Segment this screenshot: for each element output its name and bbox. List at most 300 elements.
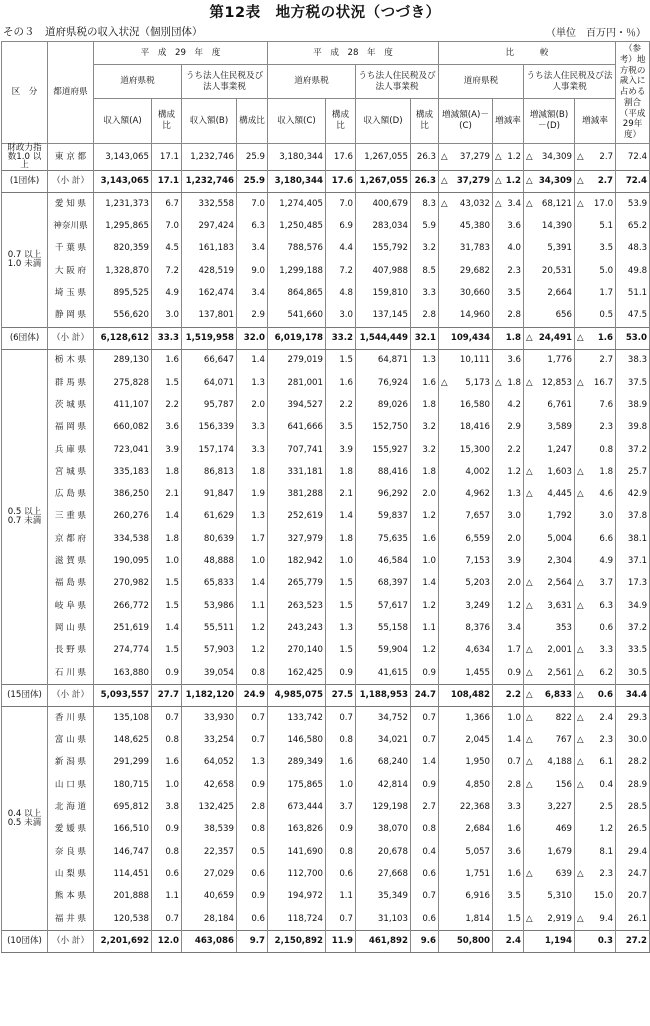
- header-dofukenzei-29: 道府県税: [94, 65, 182, 99]
- cell-value: 1.2: [507, 600, 521, 611]
- cell-bd-r: [575, 282, 616, 304]
- cell-value: 43,032: [459, 198, 490, 209]
- cell-value: 16,580: [459, 400, 490, 410]
- cell-value: 3.7: [599, 578, 614, 589]
- prefecture-name: 岡 山 県: [48, 617, 94, 639]
- cell-bd-r: [575, 260, 616, 282]
- group-label: 0.5 以上0.7 未満: [2, 349, 48, 684]
- cell-ref: 28.5: [616, 796, 650, 818]
- cell-d: 152,750: [356, 416, 411, 438]
- cell-value: 2.0: [507, 578, 521, 589]
- cell-value: 109,434: [450, 332, 490, 343]
- cell-d-r: 2.7: [411, 796, 439, 818]
- cell-bd-r: [575, 863, 616, 885]
- cell-bd-r: [575, 752, 616, 774]
- cell-ref: 53.0: [616, 327, 650, 349]
- cell-bd-r: [575, 774, 616, 796]
- table-row: [2, 372, 650, 394]
- cell-ac: [439, 327, 493, 349]
- negative-mark: △: [526, 489, 533, 500]
- cell-bd-r: [575, 885, 616, 907]
- cell-d: 35,349: [356, 885, 411, 907]
- cell-value: 68,121: [541, 198, 572, 209]
- cell-a-r: 1.5: [152, 372, 182, 394]
- cell-ac-r: [493, 439, 524, 461]
- cell-value: 7,657: [465, 511, 490, 522]
- cell-value: 5,057: [465, 846, 490, 857]
- cell-b-r: 2.9: [237, 304, 268, 327]
- cell-c-r: 4.4: [326, 237, 356, 259]
- cell-c-r: 2.2: [326, 394, 356, 416]
- cell-value: 2.2: [505, 690, 521, 701]
- cell-a: 695,812: [94, 796, 152, 818]
- cell-value: 3.4: [507, 622, 521, 633]
- cell-ref: 65.2: [616, 215, 650, 237]
- cell-d: 41,615: [356, 662, 411, 685]
- cell-value: 4,188: [547, 757, 572, 768]
- cell-d-r: 0.6: [411, 908, 439, 931]
- prefecture-name: 北 海 道: [48, 796, 94, 818]
- cell-b: 132,425: [182, 796, 237, 818]
- cell-c: 146,580: [268, 729, 326, 751]
- cell-bd-r: [575, 304, 616, 327]
- cell-bd-r: [575, 439, 616, 461]
- negative-mark: △: [577, 645, 584, 656]
- cell-value: 6,761: [547, 400, 572, 410]
- prefecture-name: 奈 良 県: [48, 841, 94, 863]
- cell-a: 1,328,870: [94, 260, 152, 282]
- cell-value: 2.7: [599, 151, 614, 162]
- cell-c-r: 0.8: [326, 729, 356, 751]
- cell-b: 33,930: [182, 707, 237, 730]
- cell-bd-r: [575, 595, 616, 617]
- cell-value: 3.9: [507, 556, 521, 567]
- prefecture-name: 大 阪 府: [48, 260, 94, 282]
- cell-value: 3,227: [547, 802, 572, 813]
- cell-bd: [524, 819, 575, 841]
- cell-value: 1,679: [547, 846, 572, 857]
- cell-ref: 38.9: [616, 394, 650, 416]
- cell-a: 895,525: [94, 282, 152, 304]
- cell-value: 2.3: [599, 868, 614, 879]
- cell-value: 5,310: [547, 891, 572, 902]
- cell-bd-r: [575, 639, 616, 661]
- cell-a-r: 0.8: [152, 841, 182, 863]
- cell-ac: [439, 819, 493, 841]
- negative-mark: △: [526, 779, 533, 790]
- cell-bd: [524, 930, 575, 952]
- cell-bd-r: [575, 796, 616, 818]
- cell-bd-r: [575, 144, 616, 171]
- table-row: [2, 439, 650, 461]
- cell-b-r: 1.9: [237, 483, 268, 505]
- cell-b: 65,833: [182, 573, 237, 595]
- cell-d: 42,814: [356, 774, 411, 796]
- cell-b: 53,986: [182, 595, 237, 617]
- cell-value: 2,304: [547, 556, 572, 567]
- prefecture-name: 宮 城 県: [48, 461, 94, 483]
- cell-value: 18,416: [459, 422, 490, 433]
- cell-b-r: 25.9: [237, 144, 268, 171]
- cell-value: 2.7: [599, 355, 614, 366]
- cell-ref: 34.9: [616, 595, 650, 617]
- cell-d-r: 1.8: [411, 394, 439, 416]
- cell-b-r: 9.7: [237, 930, 268, 952]
- cell-ref: 37.5: [616, 372, 650, 394]
- table-row: [2, 237, 650, 259]
- cell-value: 6,916: [465, 891, 490, 902]
- cell-c: 394,527: [268, 394, 326, 416]
- cell-value: 767: [555, 735, 572, 746]
- negative-mark: △: [526, 645, 533, 656]
- prefecture-name: 栃 木 県: [48, 349, 94, 372]
- cell-value: 3,589: [547, 422, 572, 433]
- cell-a: 166,510: [94, 819, 152, 841]
- cell-bd-r: [575, 349, 616, 372]
- prefecture-name: 静 岡 県: [48, 304, 94, 327]
- prefecture-name: 三 重 県: [48, 506, 94, 528]
- header-hikaku: 比 較: [439, 42, 616, 65]
- cell-value: 2,564: [547, 578, 572, 589]
- cell-d-r: 0.7: [411, 729, 439, 751]
- cell-c: 381,288: [268, 483, 326, 505]
- header-hojin-28: うち法人住民税及び法人事業税: [356, 65, 439, 99]
- cell-d: 88,416: [356, 461, 411, 483]
- cell-value: 1.4: [507, 735, 521, 746]
- cell-c: 707,741: [268, 439, 326, 461]
- cell-c-r: 7.2: [326, 260, 356, 282]
- cell-value: 2.9: [507, 422, 521, 433]
- cell-bd: [524, 639, 575, 661]
- header-kosei-d: 構成比: [411, 99, 439, 144]
- negative-mark: △: [577, 175, 584, 186]
- cell-c-r: 17.6: [326, 170, 356, 192]
- cell-a-r: 1.6: [152, 752, 182, 774]
- prefecture-name: 群 馬 県: [48, 372, 94, 394]
- cell-c: 194,972: [268, 885, 326, 907]
- subtotal-label: （小 計）: [48, 930, 94, 952]
- cell-ac: [439, 662, 493, 685]
- cell-d-r: 0.6: [411, 863, 439, 885]
- cell-a-r: 2.2: [152, 394, 182, 416]
- cell-c: 279,019: [268, 349, 326, 372]
- cell-a-r: 17.1: [152, 144, 182, 171]
- cell-c: 864,865: [268, 282, 326, 304]
- cell-b-r: 0.8: [237, 819, 268, 841]
- cell-a-r: 33.3: [152, 327, 182, 349]
- cell-b-r: 3.4: [237, 282, 268, 304]
- cell-b-r: 6.3: [237, 215, 268, 237]
- group-count: (15団体): [2, 685, 48, 707]
- cell-d: 46,584: [356, 550, 411, 572]
- cell-b-r: 9.0: [237, 260, 268, 282]
- cell-ref: 49.8: [616, 260, 650, 282]
- cell-a-r: 1.8: [152, 528, 182, 550]
- cell-bd: [524, 237, 575, 259]
- header-zougen-bd: 増減額(B)－(D): [524, 99, 575, 144]
- cell-value: 0.9: [507, 667, 521, 678]
- cell-value: 3.5: [599, 243, 614, 254]
- cell-d: 59,837: [356, 506, 411, 528]
- cell-ac-r: [493, 215, 524, 237]
- cell-bd: [524, 349, 575, 372]
- negative-mark: △: [577, 578, 584, 589]
- cell-a: 6,128,612: [94, 327, 152, 349]
- cell-ac-r: [493, 617, 524, 639]
- cell-c-r: 1.5: [326, 573, 356, 595]
- cell-a: 148,625: [94, 729, 152, 751]
- cell-a: 3,143,065: [94, 144, 152, 171]
- cell-value: 1.5: [507, 913, 521, 924]
- header-hojin-29: うち法人住民税及び法人事業税: [182, 65, 268, 99]
- cell-ac: [439, 729, 493, 751]
- cell-c: 270,140: [268, 639, 326, 661]
- cell-d: 68,397: [356, 573, 411, 595]
- header-h28: 平 成 28 年 度: [268, 42, 439, 65]
- cell-a: 289,130: [94, 349, 152, 372]
- cell-b-r: 3.4: [237, 237, 268, 259]
- header-hojin-cmp: うち法人住民税及び法人事業税: [524, 65, 616, 99]
- cell-value: 17.0: [593, 198, 614, 209]
- group-count: (10団体): [2, 930, 48, 952]
- cell-value: 6.6: [599, 533, 614, 544]
- cell-bd: [524, 144, 575, 171]
- cell-d-r: 8.3: [411, 192, 439, 215]
- cell-bd: [524, 595, 575, 617]
- prefecture-name: 滋 賀 県: [48, 550, 94, 572]
- cell-b-r: 0.7: [237, 707, 268, 730]
- prefecture-name: 富 山 県: [48, 729, 94, 751]
- cell-bd: [524, 685, 575, 707]
- cell-ac-r: [493, 372, 524, 394]
- cell-ac-r: [493, 841, 524, 863]
- cell-ac: [439, 506, 493, 528]
- cell-d: 34,752: [356, 707, 411, 730]
- cell-value: 1.2: [507, 466, 521, 477]
- cell-c: 2,150,892: [268, 930, 326, 952]
- cell-value: 3.6: [507, 355, 521, 366]
- cell-b: 40,659: [182, 885, 237, 907]
- cell-value: 15.0: [593, 891, 614, 902]
- cell-a-r: 6.7: [152, 192, 182, 215]
- group-label: 0.4 以上0.5 未満: [2, 707, 48, 931]
- cell-b: 22,357: [182, 841, 237, 863]
- cell-value: 5.1: [599, 220, 614, 231]
- cell-b: 64,052: [182, 752, 237, 774]
- prefecture-name: 千 葉 県: [48, 237, 94, 259]
- cell-value: 1.2: [507, 151, 521, 162]
- cell-value: 2.7: [597, 175, 614, 186]
- negative-mark: △: [577, 600, 584, 611]
- negative-mark: △: [526, 667, 533, 678]
- cell-value: 3.5: [507, 891, 521, 902]
- table-row: [2, 416, 650, 438]
- cell-c: 541,660: [268, 304, 326, 327]
- cell-c: 6,019,178: [268, 327, 326, 349]
- cell-value: 2.4: [599, 712, 614, 723]
- cell-value: 1,247: [547, 444, 572, 455]
- cell-d-r: 0.7: [411, 707, 439, 730]
- cell-a-r: 0.7: [152, 908, 182, 931]
- cell-ac-r: [493, 170, 524, 192]
- cell-bd: [524, 192, 575, 215]
- cell-ac: [439, 528, 493, 550]
- cell-b: 28,184: [182, 908, 237, 931]
- cell-value: 156: [555, 779, 572, 790]
- cell-ac-r: [493, 282, 524, 304]
- cell-ref: 72.4: [616, 170, 650, 192]
- subtotal-label: （小 計）: [48, 685, 94, 707]
- cell-value: 1,455: [465, 667, 490, 678]
- cell-b-r: 1.2: [237, 617, 268, 639]
- cell-a-r: 2.1: [152, 483, 182, 505]
- cell-bd: [524, 908, 575, 931]
- cell-c: 1,274,405: [268, 192, 326, 215]
- cell-value: 7.6: [599, 400, 614, 410]
- cell-value: 3,631: [547, 600, 572, 611]
- cell-d: 159,810: [356, 282, 411, 304]
- cell-value: 3.4: [507, 198, 521, 209]
- cell-value: 16.7: [593, 377, 614, 388]
- cell-ac: [439, 639, 493, 661]
- cell-bd: [524, 260, 575, 282]
- cell-ac: [439, 170, 493, 192]
- cell-value: 6.3: [599, 600, 614, 611]
- cell-b: 64,071: [182, 372, 237, 394]
- header-kubun: 区 分: [2, 42, 48, 144]
- cell-ref: 29.3: [616, 707, 650, 730]
- negative-mark: △: [577, 667, 584, 678]
- cell-ac: [439, 595, 493, 617]
- cell-b-r: 1.3: [237, 372, 268, 394]
- cell-b: 48,888: [182, 550, 237, 572]
- negative-mark: △: [495, 377, 502, 388]
- cell-b-r: 32.0: [237, 327, 268, 349]
- negative-mark: △: [526, 690, 533, 701]
- cell-a: 201,888: [94, 885, 152, 907]
- cell-value: 14,390: [541, 220, 572, 231]
- cell-c-r: 2.1: [326, 483, 356, 505]
- cell-value: 2.8: [507, 779, 521, 790]
- cell-a-r: 1.5: [152, 595, 182, 617]
- cell-c: 281,001: [268, 372, 326, 394]
- cell-c: 118,724: [268, 908, 326, 931]
- cell-ac: [439, 617, 493, 639]
- cell-d-r: 24.7: [411, 685, 439, 707]
- cell-b: 57,903: [182, 639, 237, 661]
- cell-a-r: 4.9: [152, 282, 182, 304]
- prefecture-name: 長 野 県: [48, 639, 94, 661]
- cell-bd-r: [575, 729, 616, 751]
- cell-ac-r: [493, 550, 524, 572]
- cell-value: 4,962: [465, 489, 490, 500]
- cell-a: 163,880: [94, 662, 152, 685]
- cell-ac-r: [493, 595, 524, 617]
- cell-d-r: 0.7: [411, 885, 439, 907]
- cell-b: 39,054: [182, 662, 237, 685]
- cell-ac: [439, 841, 493, 863]
- cell-c-r: 33.2: [326, 327, 356, 349]
- cell-a-r: 1.1: [152, 885, 182, 907]
- cell-value: 3.0: [599, 511, 614, 522]
- cell-bd-r: [575, 819, 616, 841]
- cell-bd: [524, 439, 575, 461]
- negative-mark: △: [526, 600, 533, 611]
- cell-a: 114,451: [94, 863, 152, 885]
- prefecture-name: 福 井 県: [48, 908, 94, 931]
- cell-bd: [524, 841, 575, 863]
- cell-value: 3.0: [507, 511, 521, 522]
- cell-ac-r: [493, 327, 524, 349]
- cell-b: 42,658: [182, 774, 237, 796]
- cell-a-r: 3.8: [152, 796, 182, 818]
- cell-ac: [439, 192, 493, 215]
- prefecture-name: 福 岡 県: [48, 416, 94, 438]
- cell-value: 1.7: [507, 645, 521, 656]
- cell-c-r: 3.9: [326, 439, 356, 461]
- cell-a: 723,041: [94, 439, 152, 461]
- cell-c-r: 6.9: [326, 215, 356, 237]
- cell-d: 57,617: [356, 595, 411, 617]
- cell-c-r: 17.6: [326, 144, 356, 171]
- cell-b-r: 1.1: [237, 595, 268, 617]
- cell-ref: 37.8: [616, 506, 650, 528]
- negative-mark: △: [526, 712, 533, 723]
- cell-ref: 39.8: [616, 416, 650, 438]
- cell-b-r: 1.2: [237, 639, 268, 661]
- cell-value: 2,045: [465, 735, 490, 746]
- cell-ref: 38.3: [616, 349, 650, 372]
- cell-b: 61,629: [182, 506, 237, 528]
- cell-ref: 24.7: [616, 863, 650, 885]
- cell-bd-r: [575, 707, 616, 730]
- cell-a: 291,299: [94, 752, 152, 774]
- negative-mark: △: [526, 868, 533, 879]
- prefecture-name: 神奈川県: [48, 215, 94, 237]
- prefecture-name: 広 島 県: [48, 483, 94, 505]
- table-subtitle: その３ 道府県税の収入状況（個別団体）: [3, 26, 203, 38]
- cell-b: 161,183: [182, 237, 237, 259]
- cell-value: 2.5: [599, 802, 614, 813]
- cell-value: 4,634: [465, 645, 490, 656]
- cell-value: 0.6: [597, 690, 614, 701]
- cell-d: 27,668: [356, 863, 411, 885]
- cell-a: 556,620: [94, 304, 152, 327]
- cell-value: 0.7: [507, 757, 521, 768]
- cell-bd: [524, 863, 575, 885]
- cell-b: 297,424: [182, 215, 237, 237]
- cell-value: 1.6: [507, 824, 521, 835]
- cell-value: 4,445: [547, 489, 572, 500]
- cell-a-r: 1.8: [152, 461, 182, 483]
- cell-c: 1,250,485: [268, 215, 326, 237]
- cell-c-r: 0.7: [326, 908, 356, 931]
- cell-b-r: 1.8: [237, 461, 268, 483]
- cell-value: 9.4: [599, 913, 614, 924]
- cell-bd: [524, 617, 575, 639]
- table-row: [2, 885, 650, 907]
- cell-a: 120,538: [94, 908, 152, 931]
- cell-bd: [524, 282, 575, 304]
- cell-a: 251,619: [94, 617, 152, 639]
- cell-ac: [439, 752, 493, 774]
- cell-b-r: 0.9: [237, 774, 268, 796]
- table-row: [2, 819, 650, 841]
- cell-c-r: 0.9: [326, 662, 356, 685]
- cell-d: 59,904: [356, 639, 411, 661]
- cell-c: 141,690: [268, 841, 326, 863]
- subtotal-label: （小 計）: [48, 327, 94, 349]
